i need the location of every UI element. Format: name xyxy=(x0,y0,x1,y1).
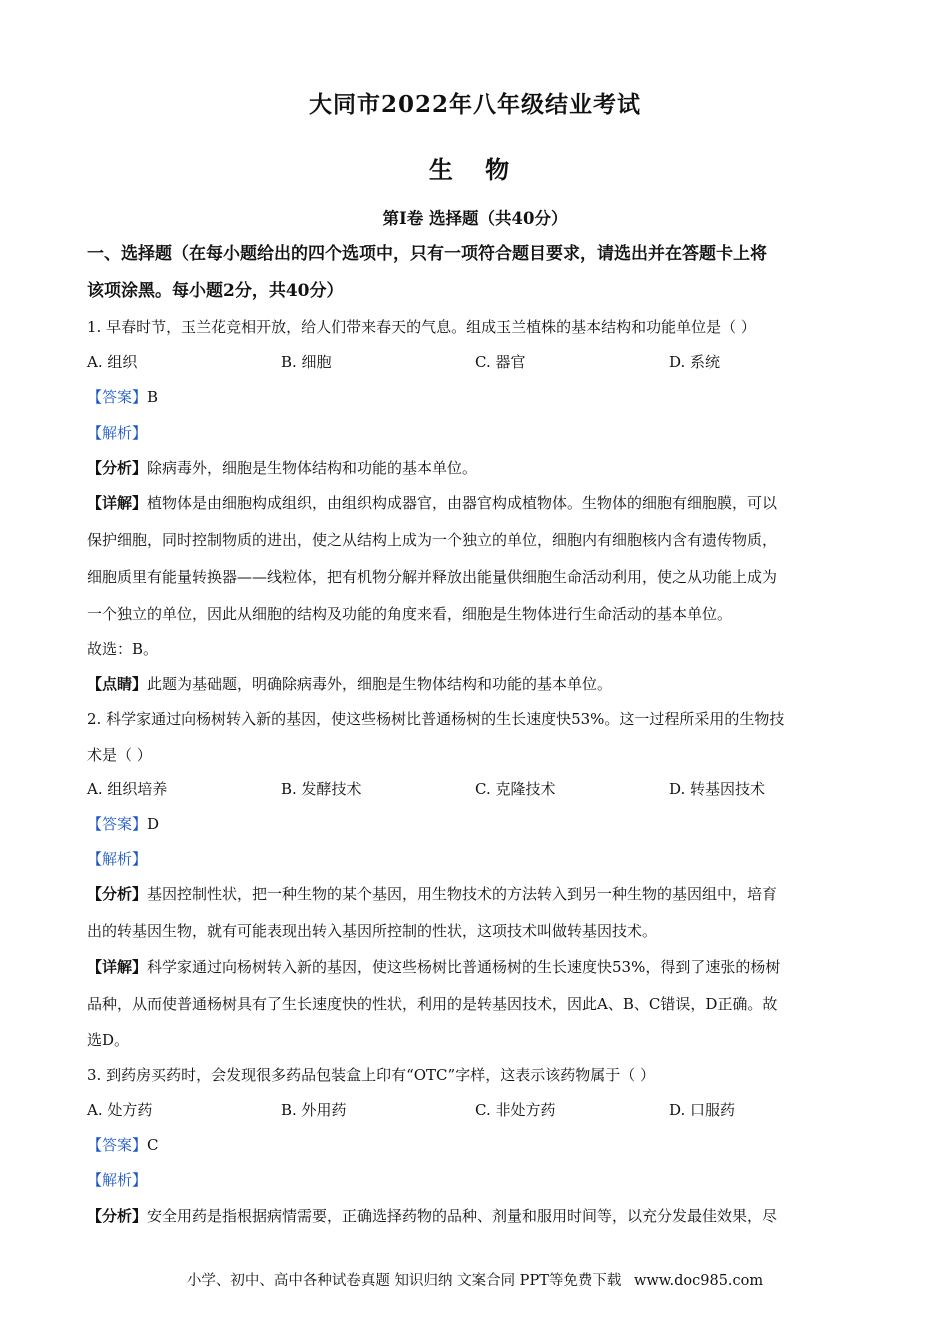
q2-xiangjie-text1: 科学家通过向杨树转入新的基因，使这些杨树比普通杨树的生长速度快53%，得到了速张的杨树 xyxy=(147,958,781,976)
analysis-tag: 【解析】 xyxy=(87,850,148,868)
dianjing-tag: 【点睛】 xyxy=(87,675,148,693)
analysis-tag: 【解析】 xyxy=(87,1171,148,1189)
q3-option-c: C. 非处方药 xyxy=(475,1101,556,1119)
q2-fenxi-text1: 基因控制性状，把一种生物的某个基因，用生物技术的方法转入到另一种生物的基因组中，培育 xyxy=(147,885,778,903)
q3-option-d: D. 口服药 xyxy=(669,1101,736,1119)
xiangjie-tag: 【详解】 xyxy=(87,958,148,976)
q3-answer-value: C xyxy=(147,1136,159,1154)
q1-answer-value: B xyxy=(147,388,159,406)
q2-option-a: A. 组织培养 xyxy=(87,780,168,798)
q1-fenxi xyxy=(87,458,863,478)
exam-title: 大同市2022年八年级结业考试 xyxy=(308,91,641,118)
answer-tag: 【答案】 xyxy=(87,815,148,833)
subject-title: 生 物 xyxy=(428,155,522,184)
q2-fenxi-line1 xyxy=(87,884,863,904)
analysis-tag: 【解析】 xyxy=(87,424,148,442)
q1-dianjing-text: 此题为基础题，明确除病毒外，细胞是生物体结构和功能的基本单位。 xyxy=(147,675,613,693)
q2-option-d: D. 转基因技术 xyxy=(669,780,766,798)
q2-fenxi-line2: 出的转基因生物，就有可能表现出转入基因所控制的性状，这项技术叫做转基因技术。 xyxy=(87,922,658,940)
footer-url-link[interactable]: www.doc985.com xyxy=(633,1273,764,1289)
xiangjie-tag: 【详解】 xyxy=(87,494,148,512)
q2-xiangjie-line1 xyxy=(87,957,863,977)
q2-answer-value: D xyxy=(147,815,160,833)
q3-analysis-heading xyxy=(87,1170,863,1190)
q1-choose: 故选：B。 xyxy=(87,640,159,658)
q1-option-a: A. 组织 xyxy=(87,353,138,371)
section-instruction-line2: 该项涂黑。每小题2分，共40分） xyxy=(87,281,344,301)
q1-analysis-heading xyxy=(87,423,863,443)
footer-text: 小学、初中、高中各种试卷真题 知识归纳 文案合同 PPT等免费下载 xyxy=(186,1273,622,1289)
q1-xiangjie-line4: 一个独立的单位，因此从细胞的结构及功能的角度来看，细胞是生物体进行生命活动的基本单位。 xyxy=(87,605,733,623)
q3-fenxi xyxy=(87,1206,863,1226)
q2-analysis-heading xyxy=(87,849,863,869)
q3-stem: 3. 到药房买药时，会发现很多药品包装盒上印有“OTC”字样，这表示该药物属于（ ） xyxy=(87,1066,655,1084)
answer-tag: 【答案】 xyxy=(87,388,148,406)
page-footer xyxy=(0,1269,950,1290)
fenxi-tag: 【分析】 xyxy=(87,885,148,903)
answer-tag: 【答案】 xyxy=(87,1136,148,1154)
fenxi-tag: 【分析】 xyxy=(87,459,148,477)
q2-option-b: B. 发酵技术 xyxy=(281,780,362,798)
q2-stem-line2: 术是（ ） xyxy=(87,746,152,764)
q2-stem-line1: 2. 科学家通过向杨树转入新的基因，使这些杨树比普通杨树的生长速度快53%。这一过程所采用的生物技 xyxy=(87,710,785,728)
q1-stem: 1. 早春时节，玉兰花竞相开放，给人们带来春天的气息。组成玉兰植株的基本结构和功能单位是（ ） xyxy=(87,318,756,336)
q1-xiangjie-line2: 保护细胞，同时控制物质的进出，使之从结构上成为一个独立的单位，细胞内有细胞核内含有遗传物质， xyxy=(87,531,778,549)
q1-dianjing xyxy=(87,674,863,694)
q2-xiangjie-line2: 品种，从而使普通杨树具有了生长速度快的性状，利用的是转基因技术，因此A、B、C错误，D正确。故 xyxy=(87,995,778,1013)
q3-answer xyxy=(87,1135,863,1155)
q1-option-b: B. 细胞 xyxy=(281,353,332,371)
q1-fenxi-text: 除病毒外，细胞是生物体结构和功能的基本单位。 xyxy=(147,459,478,477)
q3-fenxi-text: 安全用药是指根据病情需要，正确选择药物的品种、剂量和服用时间等，以充分发最佳效果，尽 xyxy=(147,1207,778,1225)
q1-xiangjie-line1 xyxy=(87,493,863,513)
q2-answer xyxy=(87,814,863,834)
q1-xiangjie-line3: 细胞质里有能量转换器——线粒体，把有机物分解并释放出能量供细胞生命活动利用，使之从功能上成为 xyxy=(87,568,778,586)
q2-option-c: C. 克隆技术 xyxy=(475,780,556,798)
q1-xiangjie-text1: 植物体是由细胞构成组织，由组织构成器官，由器官构成植物体。生物体的细胞有细胞膜，可以 xyxy=(147,494,778,512)
q1-answer xyxy=(87,387,863,407)
fenxi-tag: 【分析】 xyxy=(87,1207,148,1225)
q3-option-b: B. 外用药 xyxy=(281,1101,347,1119)
q1-option-c: C. 器官 xyxy=(475,353,526,371)
volume-heading: 第Ⅰ卷 选择题（共40分） xyxy=(382,209,568,228)
section-instruction-line1: 一、选择题（在每小题给出的四个选项中，只有一项符合题目要求，请选出并在答题卡上将 xyxy=(87,244,767,264)
q1-option-d: D. 系统 xyxy=(669,353,721,371)
q3-option-a: A. 处方药 xyxy=(87,1101,153,1119)
q2-xiangjie-line3: 选D。 xyxy=(87,1031,130,1049)
